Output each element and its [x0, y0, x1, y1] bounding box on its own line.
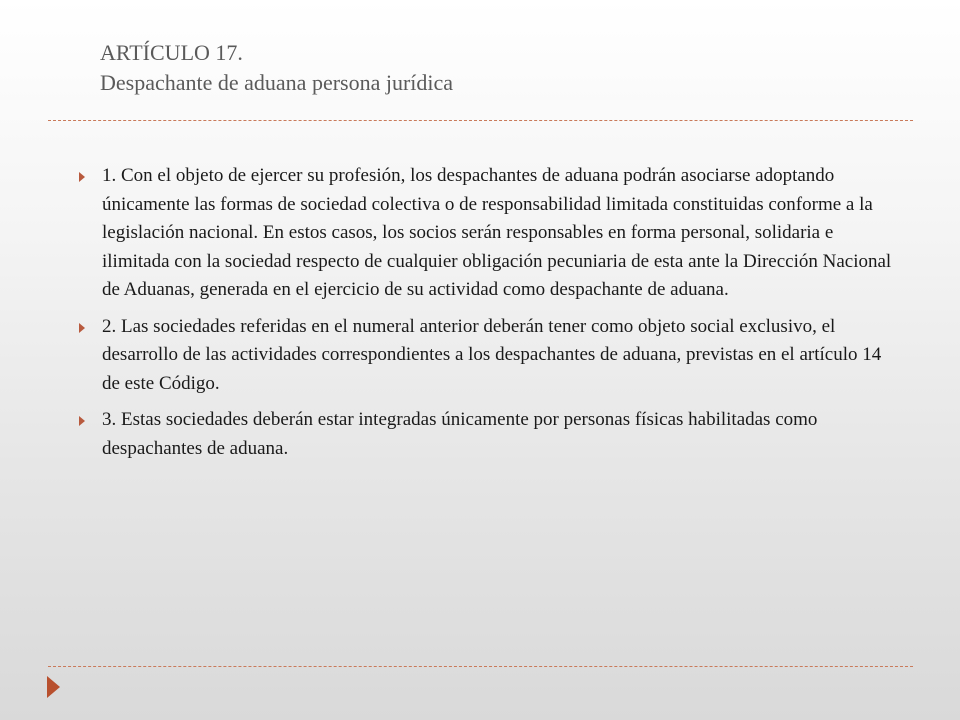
slide-title — [100, 38, 900, 98]
bullet-text-2: 2. Las sociedades referidas en el numeral anterior deberán tener como objeto social exclusivo, el desarrollo de las actividades correspondientes a los despachantes de aduana, previstas en el artículo 14 de este Código. — [102, 315, 882, 394]
triangle-bullet-icon — [79, 416, 85, 426]
bullet-text-1: 1. Con el objeto de ejercer su profesión, los despachantes de aduana podrán asociarse adoptando únicamente las formas de sociedad colectiva o de responsabilidad limitada constituidas conforme a la legislación nacional. En estos casos, los socios serán responsables en forma personal, solidaria e ilimitada con la sociedad respecto de cualquier obligación pecuniaria de esta ante la Dirección Nacional de Aduanas, generada en el ejercicio de su actividad como despachante de aduana. — [102, 165, 892, 300]
bullet-item-3 — [72, 406, 902, 463]
bullet-text-3: 3. Estas sociedades deberán estar integradas únicamente por personas físicas habilitadas como despachantes de aduana. — [102, 409, 818, 459]
triangle-bullet-icon — [79, 172, 85, 182]
slide-body — [72, 162, 902, 471]
triangle-bullet-icon — [79, 323, 85, 333]
top-divider — [48, 120, 913, 121]
triangle-next-icon[interactable] — [47, 676, 60, 698]
bottom-divider — [48, 666, 913, 667]
bullet-item-1 — [72, 162, 902, 305]
slide-title-line-2: Despachante de aduana persona jurídica — [100, 70, 454, 95]
slide-title-line-1: ARTÍCULO 17. — [100, 40, 243, 65]
bullet-item-2 — [72, 313, 902, 399]
